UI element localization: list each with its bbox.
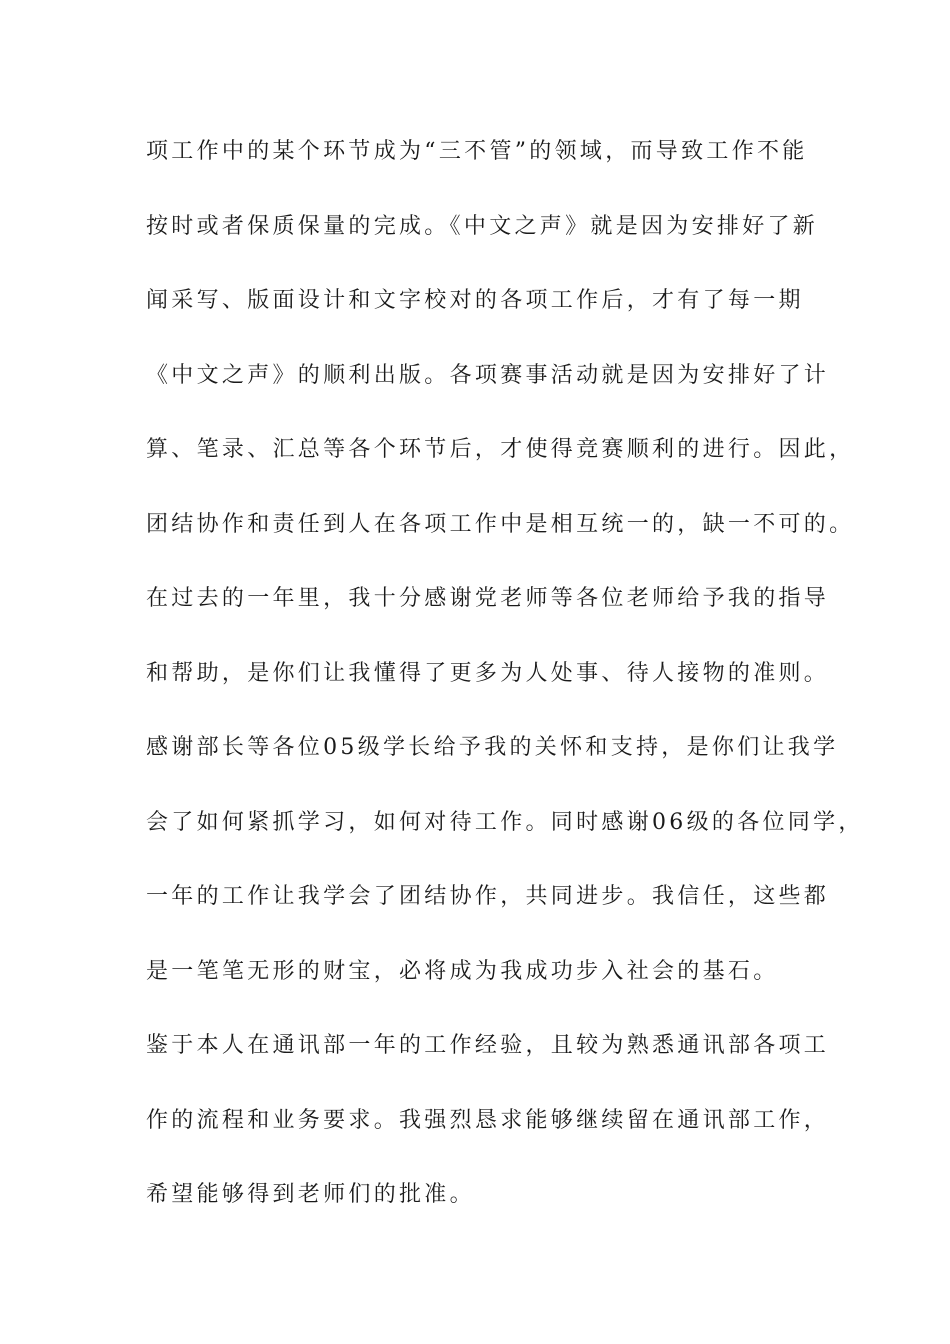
text-line: 项工作中的某个环节成为“三不管”的领域，而导致工作不能 [146,139,808,164]
text-line: 作的流程和业务要求。我强烈恳求能够继续留在通讯部工作， [146,1107,830,1133]
text-line: 和帮助，是你们让我懂得了更多为人处事、待人接物的准则。 [146,660,830,686]
text-line: 算、笔录、汇总等各个环节后，才使得竞赛顺利的进行。因此， [146,437,855,462]
text-line: 闻采写、版面设计和文字校对的各项工作后，才有了每一期 [146,288,804,313]
text-line: 是一笔笔无形的财宝，必将成为我成功步入社会的基石。 [146,958,779,984]
text-line: 按时或者保质保量的完成。《中文之声》就是因为安排好了新 [146,213,819,239]
body-text [146,132,864,1250]
text-line: 希望能够得到老师们的批准。 [146,1182,475,1207]
text-line: 《中文之声》的顺利出版。各项赛事活动就是因为安排好了计 [146,362,830,388]
text-line: 一年的工作让我学会了团结协作，共同进步。我信任，这些都 [146,884,830,909]
text-line: 鉴于本人在通讯部一年的工作经验，且较为熟悉通讯部各项工 [146,1033,830,1058]
text-line: 会了如何紧抓学习，如何对待工作。同时感谢06级的各位同学， [146,809,864,835]
text-line: 感谢部长等各位05级学长给予我的关怀和支持，是你们让我学 [146,735,839,760]
text-line: 团结协作和责任到人在各项工作中是相互统一的，缺一不可的。 [146,511,855,537]
text-line: 在过去的一年里，我十分感谢党老师等各位老师给予我的指导 [146,586,830,611]
